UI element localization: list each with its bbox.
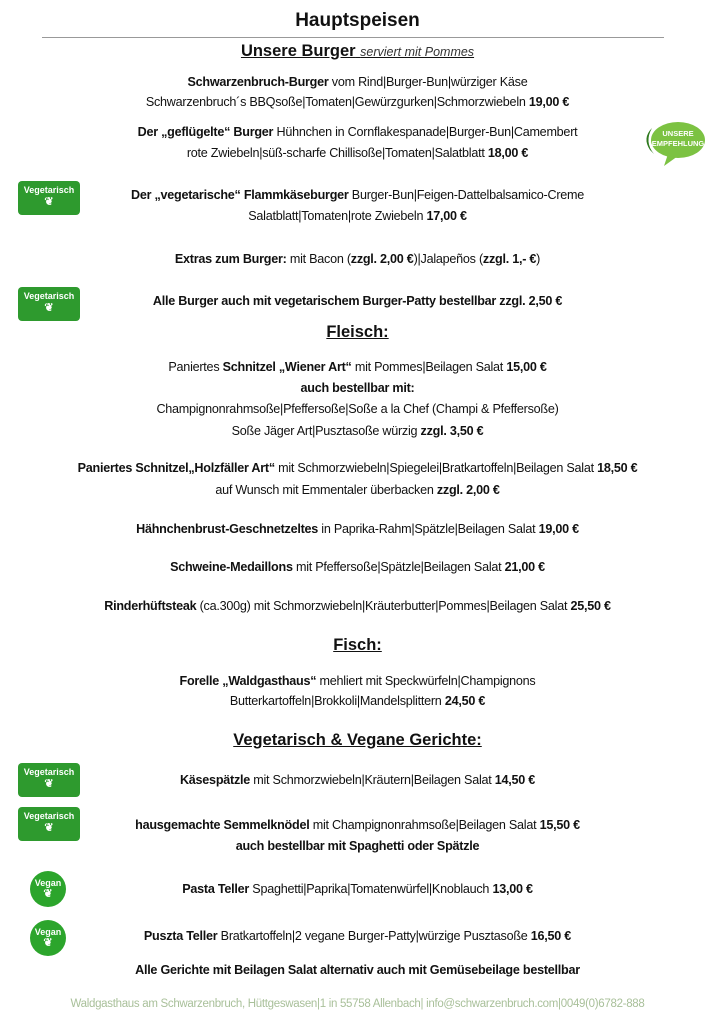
menu-text: rote Zwiebeln|süß-scharfe Chillisoße|Tomaten|Salatblatt [186,146,488,160]
menu-text-bold: auch bestellbar mit Spaghetti oder Spätzle [235,839,480,853]
menu-line [0,881,715,897]
menu-line [0,521,715,537]
section-heading-fleisch [0,323,715,342]
title-divider [42,37,664,38]
menu-text-bold: Schnitzel „Wiener Art“ [222,360,352,374]
menu-text-bold: 24,50 € [444,694,486,708]
menu-text-bold: 18,00 € [487,146,529,160]
menu-text-bold: zzgl. 2,00 € [350,252,414,266]
section-heading-burger [0,42,715,61]
menu-line [0,145,715,161]
menu-text: Paniertes [168,360,223,374]
vegan-badge-icon: Vegan ❦ [30,920,66,956]
menu-text: (ca.300g) mit Schmorzwiebeln|Kräuterbutter|Pommes|Beilagen Salat [196,599,571,613]
menu-line [0,380,715,396]
menu-text-bold: Der „geflügelte“ Burger [137,125,274,139]
menu-text-bold: 21,00 € [504,560,545,574]
footer-contact: Waldgasthaus am Schwarzenbruch, Hüttgeswasen|1 in 55758 Allenbach| info@schwarzenbruch.com|0049(0)6782-888 [70,998,645,1010]
menu-text-bold: 16,50 € [530,929,572,943]
menu-line [0,359,715,375]
menu-text-bold: 15,00 € [506,360,547,374]
menu-text-bold: Pasta Teller [182,882,250,896]
vegetarian-badge-icon: Vegetarisch ❦ [18,287,80,321]
menu-text: Salatblatt|Tomaten|rote Zwiebeln [248,209,427,223]
recommendation-text: EMPFEHLUNG [651,139,705,148]
menu-line [0,962,715,978]
menu-line [0,251,715,267]
menu-text-bold: Extras zum Burger: [174,252,287,266]
vegetarian-badge-icon: Vegetarisch ❦ [18,807,80,841]
menu-text-bold: Alle Gerichte mit Beilagen Salat alternativ auch mit Gemüsebeilage bestellbar [135,963,580,977]
vegetarian-badge-icon: Vegetarisch ❦ [18,181,80,215]
menu-line [0,838,715,854]
menu-text: mit Champignonrahmsoße|Beilagen Salat [309,818,540,832]
menu-line [0,460,715,476]
badge-label: Vegetarisch [23,811,75,821]
menu-text-bold: zzgl. 1,- € [482,252,537,266]
menu-text-bold: Rinderhüftsteak [104,599,197,613]
menu-line [0,74,715,90]
vegan-badge-icon: Vegan ❦ [30,871,66,907]
burger-heading-sub: serviert mit Pommes [360,45,475,59]
menu-text: mehliert mit Speckwürfeln|Champignons [316,674,536,688]
menu-line [0,293,715,309]
menu-text: Schwarzenbruch´s BBQsoße|Tomaten|Gewürzgurken|Schmorzwiebeln [145,95,529,109]
menu-text: mit Schmorzwiebeln|Kräutern|Beilagen Salat [250,773,495,787]
menu-line [0,401,715,417]
recommendation-bubble-icon [640,120,706,166]
menu-line [0,423,715,439]
menu-text-bold: Paniertes Schnitzel„Holzfäller Art“ [77,461,275,475]
menu-text-bold: Puszta Teller [143,929,218,943]
menu-text: Burger-Bun|Feigen-Dattelbalsamico-Creme [348,188,585,202]
badge-label: Vegan [34,927,62,937]
menu-text-bold: Alle Burger auch mit vegetarischem Burger-Patty bestellbar zzgl. 2,50 € [152,294,563,308]
menu-text-bold: 19,00 € [528,95,570,109]
menu-text-bold: zzgl. 3,50 € [420,424,484,438]
menu-text-bold: Käsespätzle [179,773,251,787]
menu-line [0,598,715,614]
menu-text: Bratkartoffeln|2 vegane Burger-Patty|würzige Pusztasoße [217,929,531,943]
veg-heading-label: Vegetarisch & Vegane Gerichte: [233,731,482,749]
section-heading-fisch [0,636,715,655]
menu-line [0,187,715,203]
menu-text-bold: auch bestellbar mit: [300,381,415,395]
menu-text-bold: 15,50 € [539,818,580,832]
fisch-heading-label: Fisch: [333,636,382,654]
menu-text: Champignonrahmsoße|Pfeffersoße|Soße a la Chef (Champi & Pfeffersoße) [156,402,559,416]
menu-text-bold: 25,50 € [570,599,611,613]
menu-text: Soße Jäger Art|Pusztasoße würzig [231,424,421,438]
menu-text-bold: 13,00 € [492,882,533,896]
menu-text-bold: zzgl. 2,00 € [436,483,500,497]
fleisch-heading-label: Fleisch: [326,323,389,341]
menu-text: Hühnchen in Cornflakespanade|Burger-Bun|Camembert [273,125,578,139]
menu-line [0,482,715,498]
vegetarian-badge-icon: Vegetarisch ❦ [18,763,80,797]
badge-label: Vegetarisch [23,291,75,301]
badge-label: Vegetarisch [23,767,75,777]
menu-line [0,772,715,788]
menu-text: Butterkartoffeln|Brokkoli|Mandelsplittern [229,694,445,708]
menu-text: vom Rind|Burger-Bun|würziger Käse [328,75,528,89]
menu-text: in Paprika-Rahm|Spätzle|Beilagen Salat [318,522,539,536]
menu-text-bold: 19,00 € [538,522,579,536]
menu-text-bold: Schwarzenbruch-Burger [187,75,329,89]
page-title: Hauptspeisen [295,10,420,31]
menu-text: mit Bacon ( [286,252,351,266]
badge-label: Vegetarisch [23,185,75,195]
menu-text: auf Wunsch mit Emmentaler überbacken [215,483,437,497]
menu-text-bold: hausgemachte Semmelknödel [135,818,310,832]
menu-text-bold: 18,50 € [597,461,638,475]
menu-text-bold: Der „vegetarische“ Flammkäseburger [130,188,349,202]
menu-text: mit Pommes|Beilagen Salat [351,360,507,374]
menu-text: mit Pfeffersoße|Spätzle|Beilagen Salat [292,560,505,574]
badge-label: Vegan [34,878,62,888]
menu-text-bold: Schweine-Medaillons [170,560,293,574]
menu-text: )|Jalapeños ( [413,252,483,266]
menu-line [0,124,715,140]
menu-text: ) [536,252,541,266]
menu-text-bold: 14,50 € [494,773,536,787]
menu-line [0,559,715,575]
burger-heading-label: Unsere Burger [240,42,356,60]
menu-line [0,817,715,833]
menu-line [0,928,715,944]
menu-text: mit Schmorzwiebeln|Spiegelei|Bratkartoffeln|Beilagen Salat [274,461,598,475]
recommendation-text: UNSERE [662,129,694,138]
menu-text-bold: 17,00 € [426,209,467,223]
menu-line [0,673,715,689]
menu-text-bold: Hähnchenbrust-Geschnetzeltes [136,522,319,536]
menu-line [0,208,715,224]
menu-line [0,94,715,110]
section-heading-vegetarisch [0,731,715,750]
menu-text-bold: Forelle „Waldgasthaus“ [179,674,317,688]
menu-line [0,693,715,709]
menu-text: Spaghetti|Paprika|Tomatenwürfel|Knoblauch [249,882,493,896]
